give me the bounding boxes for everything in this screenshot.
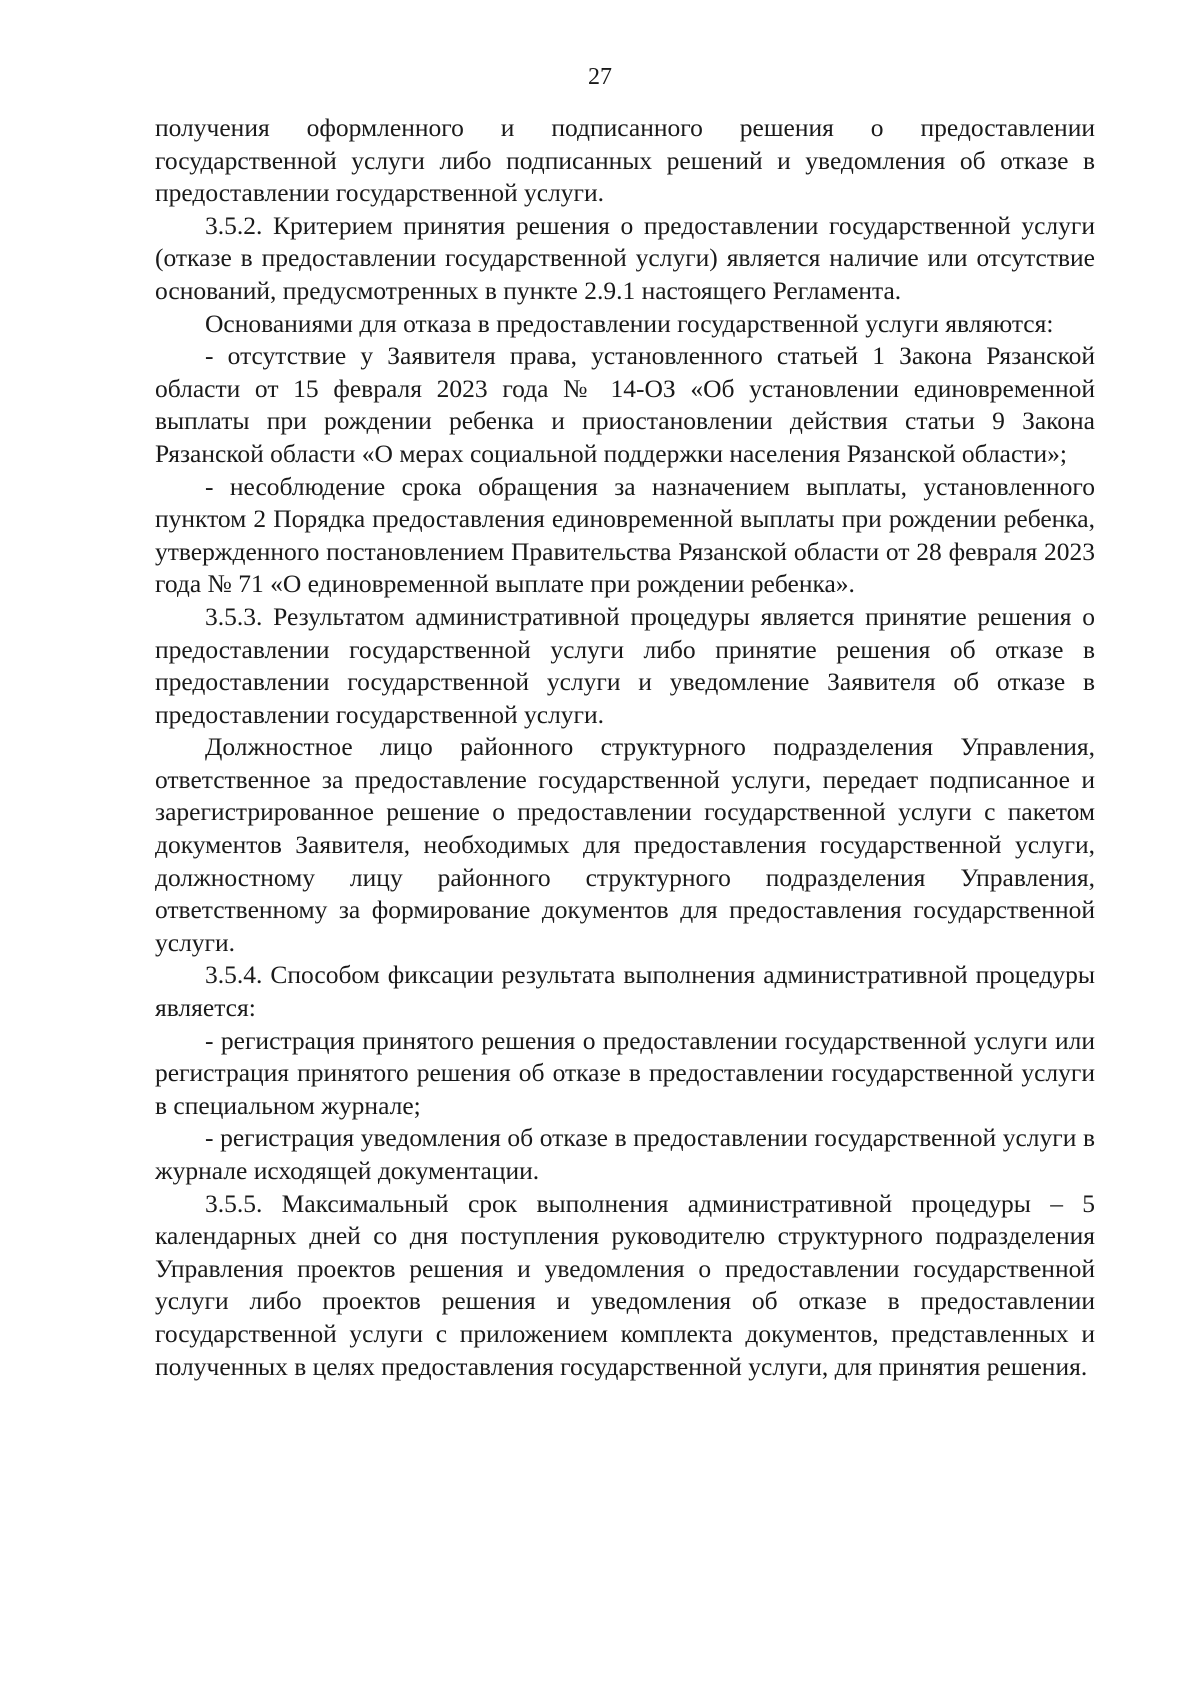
paragraph-3-5-3: 3.5.3. Результатом административной процедуры является принятие решения о предоставлении государственной услуги либо принятие решения об отказе в предоставлении государственной услуги и уведомление Заявителя об отказе в предоставлении государственной услуги. [155, 601, 1095, 729]
paragraph-refusal-grounds: Основаниями для отказа в предоставлении государственной услуги являются: [205, 308, 1054, 338]
paragraph-3-5-2: 3.5.2. Критерием принятия решения о предоставлении государственной услуги (отказе в предоставлении государственной услуги) является наличие или отсутствие оснований, предусмотренных в пункте 2.9.1 настоящего Регламента. [155, 210, 1095, 305]
document-body [155, 112, 1095, 1383]
paragraph-continuation: получения оформленного и подписанного решения о предоставлении государственной услуги либо подписанных решений и уведомления об отказе в предоставлении государственной услуги. [155, 113, 1095, 208]
list-item-deadline-missed: - несоблюдение срока обращения за назначением выплаты, установленного пунктом 2 Порядка предоставления единовременной выплаты при рождении ребенка, утвержденного постановлением Правительства Рязанской области от 28 февраля 2023 года № 71 «О единовременной выплате при рождении ребенка». [155, 471, 1095, 599]
list-item-notice-registration: - регистрация уведомления об отказе в предоставлении государственной услуги в журнале исходящей документации. [155, 1123, 1095, 1185]
paragraph-3-5-4: 3.5.4. Способом фиксации результата выполнения административной процедуры является: [155, 960, 1095, 1023]
paragraph-official: Должностное лицо районного структурного подразделения Управления, ответственное за предоставление государственной услуги, передает подписанное и зарегистрированное решение о предоставлении государственной услуги с пакетом документов Заявителя, необходимых для предоставления государственной услуги, должностному лицу районного структурного подразделения Управления, ответственному за формирование документов для предоставления государственной услуги. [155, 732, 1095, 957]
list-item-decision-registration: - регистрация принятого решения о предоставлении государственной услуги или регистрация принятого решения об отказе в предоставлении государственной услуги в специальном журнале; [155, 1025, 1095, 1120]
page-number: 27 [588, 64, 612, 90]
paragraph-3-5-5: 3.5.5. Максимальный срок выполнения административной процедуры – 5 календарных дней со дня поступления руководителю структурного подразделения Управления проектов решения и уведомления о предоставлении государственной услуги либо проектов решения и уведомления об отказе в предоставлении государственной услуги с приложением комплекта документов, представленных и полученных в целях предоставления государственной услуги, для принятия решения. [155, 1188, 1095, 1381]
list-item-no-right: - отсутствие у Заявителя права, установленного статьей 1 Закона Рязанской области от 15 февраля 2023 года № 14-ОЗ «Об установлении единовременной выплаты при рождении ребенка и приостановлении действия статьи 9 Закона Рязанской области «О мерах социальной поддержки населения Рязанской области»; [155, 341, 1095, 468]
